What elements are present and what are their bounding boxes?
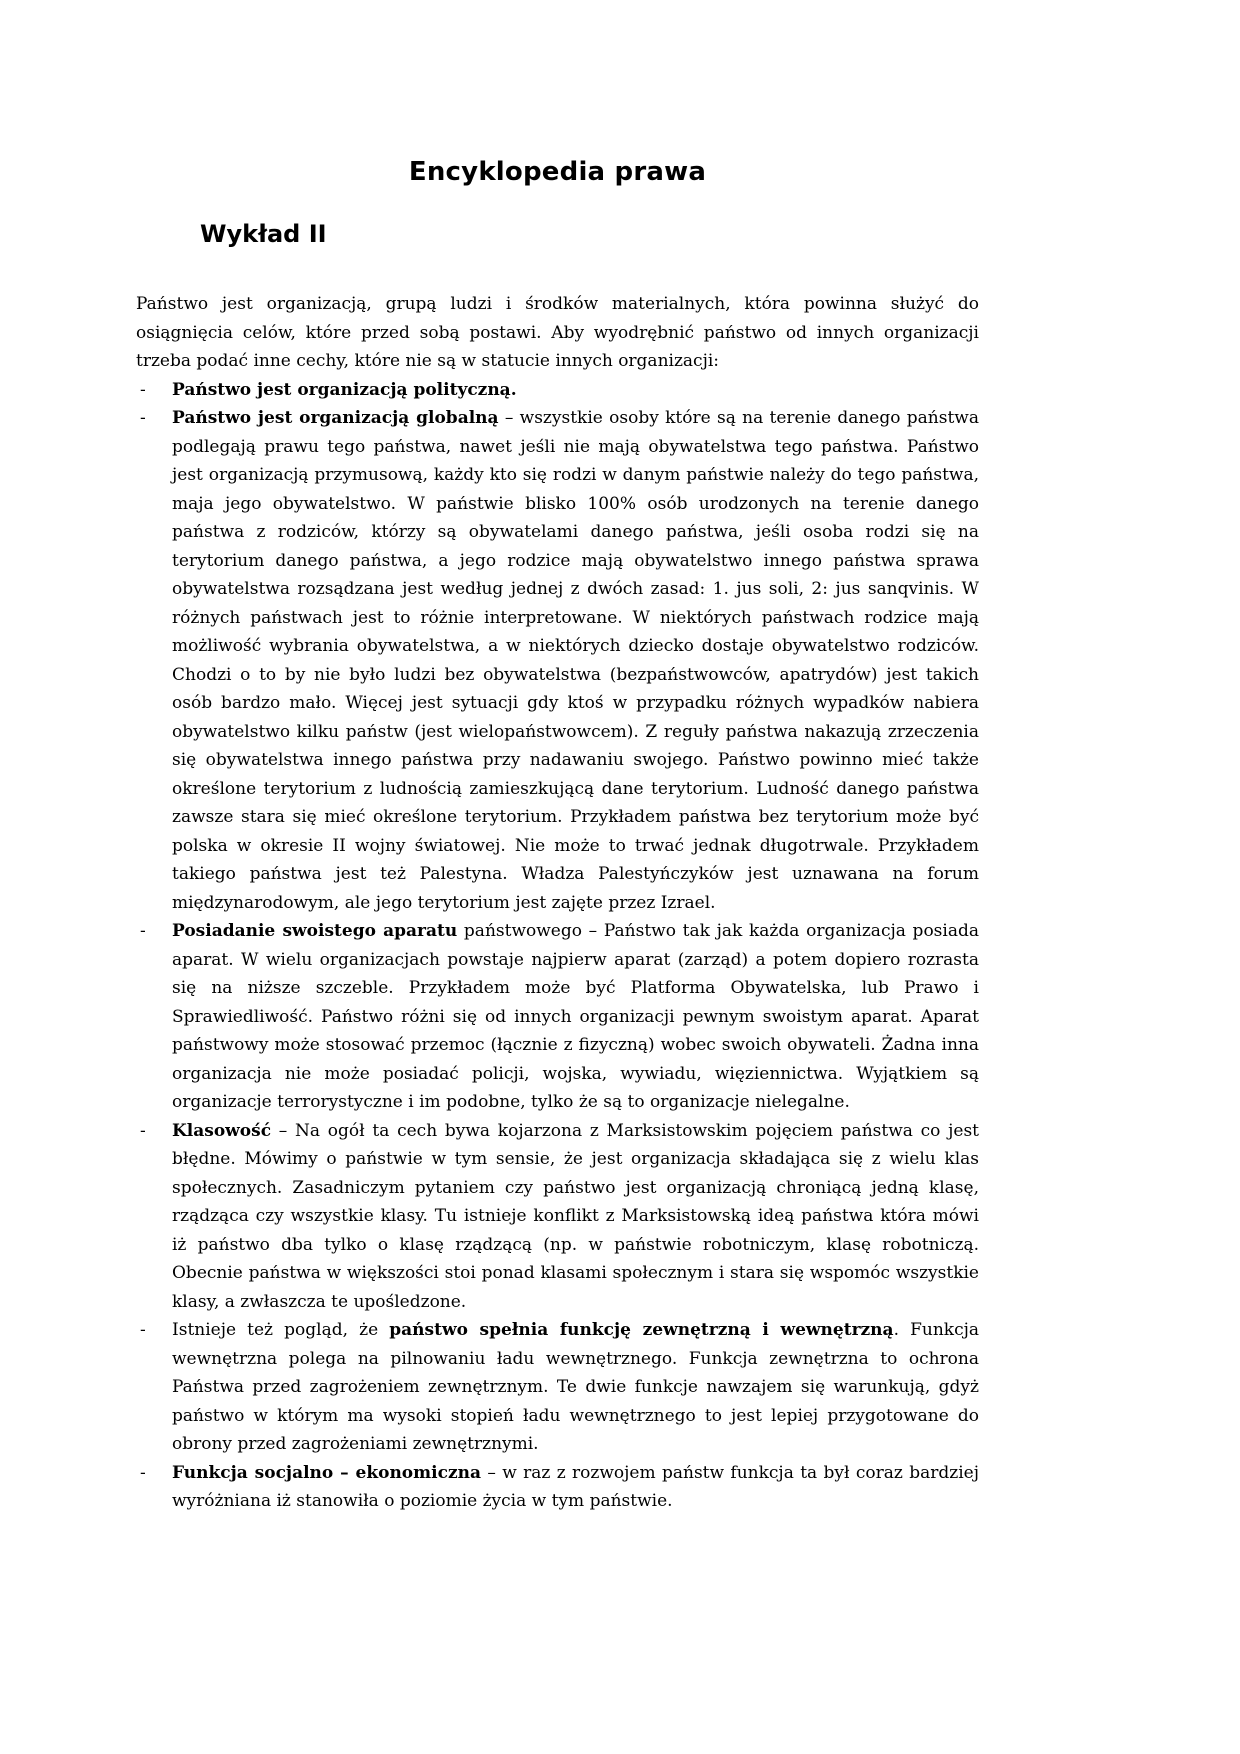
list-item	[136, 1117, 979, 1317]
list-item	[136, 404, 979, 917]
list-item-text: Państwo jest organizacją polityczną.	[172, 379, 517, 400]
list-item-marker: -	[140, 921, 146, 941]
list-item-text: Posiadanie swoistego aparatu państwowego – Państwo tak jak każda organizacja posiada aparat. W wielu organizacjach powstaje najpierw aparat (zarząd) a potem dopiero rozrasta się na niższe szczeble. Przykładem może być Platforma Obywatelska, lub Prawo i Sprawiedliwość. Państwo różni się od innych organizacji pewnym swoistym aparat. Aparat państwowy może stosować przemoc (łącznie z fizyczną) wobec swoich obywateli. Żadna inna organizacja nie może posiadać policji, wojska, wywiadu, więziennictwa. Wyjątkiem są organizacje terrorystyczne i im podobne, tylko że są to organizacje nielegalne.	[172, 921, 979, 1112]
intro-paragraph: Państwo jest organizacją, grupą ludzi i środków materialnych, która powinna służyć do osiągnięcia celów, które przed sobą postawi. Aby wyodrębnić państwo od innych organizacji trzeba podać inne cechy, które nie są w statucie innych organizacji:	[136, 294, 979, 371]
list-item-marker: -	[140, 1120, 146, 1141]
list-item-marker: -	[140, 1320, 146, 1340]
list-item-text: Państwo jest organizacją globalną – wszystkie osoby które są na terenie danego państwa podlegają prawu tego państwa, nawet jeśli nie mają obywatelstwa tego państwa. Państwo jest organizacją przymusową, każdy kto się rodzi w danym państwie należy do tego państwa, maja jego obywatelstwo. W państwie blisko 100% osób urodzonych na terenie danego państwa z rodziców, którzy są obywatelami danego państwa, jeśli osoba rodzi się na terytorium danego państwa, a jego rodzice mają obywatelstwo innego państwa sprawa obywatelstwa rozsądzana jest według jednej z dwóch zasad: 1. jus soli, 2: jus sanqvinis. W różnych państwach jest to różnie interpretowane. W niektórych państwach rodzice mają możliwość wybrania obywatelstwa, a w niektórych dziecko dostaje obywatelstwo rodziców. Chodzi o to by nie było ludzi bez obywatelstwa (bezpaństwowców, apatrydów) jest takich osób bardzo mało. Więcej jest sytuacji gdy ktoś w przypadku różnych wypadków nabiera obywatelstwo kilku państw (jest wielopaństwowcem). Z reguły państwa nakazują zrzeczenia się obywatelstwa innego państwa przy nadawaniu swojego. Państwo powinno mieć także określone terytorium z ludnością zamieszkującą dane terytorium. Ludność danego państwa zawsze stara się mieć określone terytorium. Przykładem państwa bez terytorium może być polska w okresie II wojny światowej. Nie może to trwać jednak długotrwale. Przykładem takiego państwa jest też Palestyna. Władza Palestyńczyków jest uznawana na forum międzynarodowym, ale jego terytorium jest zajęte przez Izrael.	[172, 408, 979, 913]
list-item-marker: -	[140, 408, 146, 428]
list-item-text: Funkcja socjalno – ekonomiczna – w raz z rozwojem państw funkcja ta był coraz bardziej wyróżniana iż stanowiła o poziomie życia w tym państwie.	[172, 1462, 979, 1511]
list-item-text: Istnieje też pogląd, że państwo spełnia funkcję zewnętrzną i wewnętrzną. Funkcja wewnętrzna polega na pilnowaniu ładu wewnętrznego. Funkcja zewnętrzna to ochrona Państwa przed zagrożeniem zewnętrznym. Te dwie funkcje nawzajem się warunkują, gdyż państwo w którym ma wysoki stopień ładu wewnętrznego to jest lepiej przygotowane do obrony przed zagrożeniami zewnętrznymi.	[172, 1320, 980, 1454]
list-item-marker: -	[140, 1462, 146, 1483]
list-item-text: Klasowość – Na ogół ta cech bywa kojarzona z Marksistowskim pojęciem państwa co jest błędne. Mówimy o państwie w tym sensie, że jest organizacja składająca się z wielu klas społecznych. Zasadniczym pytaniem czy państwo jest organizacją chroniącą jedną klasę, rządząca czy wszystkie klasy. Tu istnieje konflikt z Marksistowską ideą państwa która mówi iż państwo dba tylko o klasę rządzącą (np. w państwie robotniczym, klasę robotniczą. Obecnie państwa w większości stoi ponad klasami społecznym i stara się wspomóc wszystkie klasy, a zwłaszcza te upośledzone.	[172, 1120, 979, 1312]
list-item	[136, 917, 979, 1117]
list-item-marker: -	[140, 379, 146, 400]
document-title: Encyklopedia prawa	[408, 157, 707, 187]
list-item	[136, 1459, 979, 1516]
list-item	[136, 376, 979, 405]
document-content	[136, 155, 979, 1516]
bullet-list	[136, 376, 979, 1516]
lecture-heading: Wykład II	[200, 220, 327, 248]
list-item	[136, 1316, 979, 1459]
